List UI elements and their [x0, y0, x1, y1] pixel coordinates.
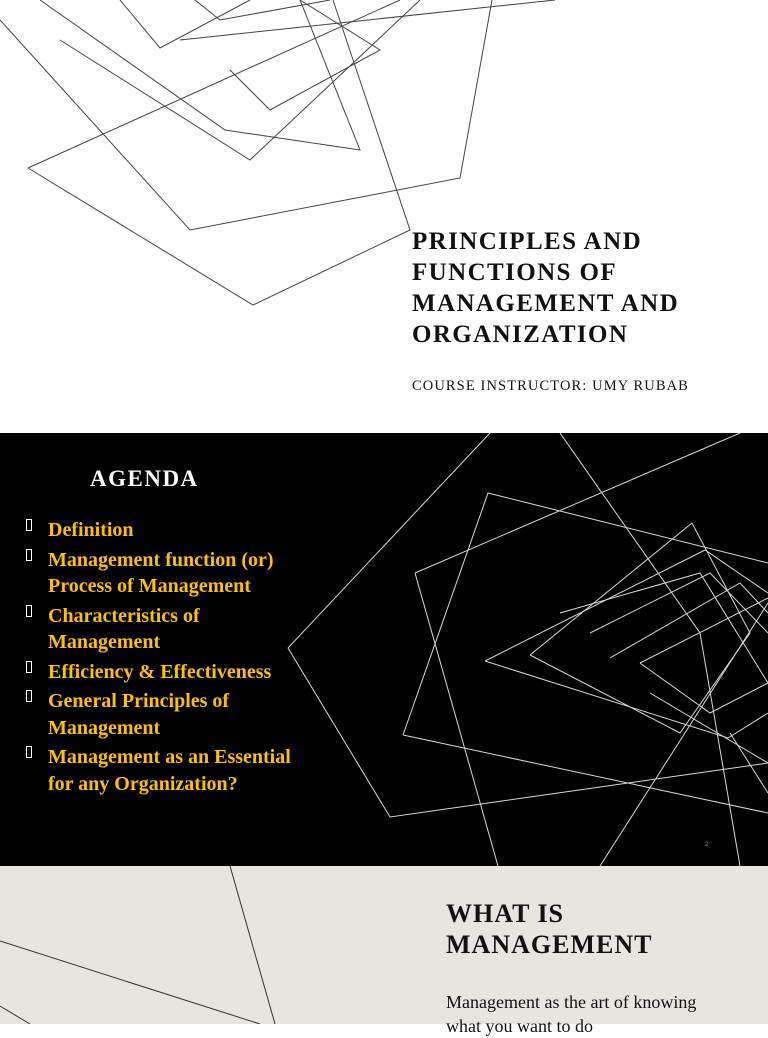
list-item: Management function (or) Process of Management: [22, 547, 312, 600]
agenda-title: AGENDA: [90, 466, 199, 491]
bullet-icon: [26, 519, 32, 531]
course-instructor: COURSE INSTRUCTOR: UMY RUBAB: [412, 378, 689, 394]
list-item: General Principles of Management: [22, 688, 312, 741]
bullet-icon: [26, 549, 32, 561]
list-item: Definition: [22, 517, 312, 544]
bullet-icon: [26, 690, 32, 702]
bullet-icon: [26, 746, 32, 758]
section-title: WHAT IS MANAGEMENT: [446, 899, 653, 959]
bullet-icon: [26, 661, 32, 673]
geometric-lines-decoration: [0, 0, 768, 433]
title-slide: [0, 0, 768, 433]
presentation-title: PRINCIPLES AND FUNCTIONS OF MANAGEMENT AND ORGANIZATION: [412, 228, 680, 348]
list-item: Efficiency & Effectiveness: [22, 659, 312, 686]
agenda-list: [22, 517, 312, 800]
bullet-icon: [26, 605, 32, 617]
list-item: Characteristics of Management: [22, 603, 312, 656]
list-item: Management as an Essential for any Organization?: [22, 744, 312, 797]
page-number: 2: [705, 842, 709, 848]
definition-text: Management as the art of knowing what you want to do: [446, 992, 697, 1036]
